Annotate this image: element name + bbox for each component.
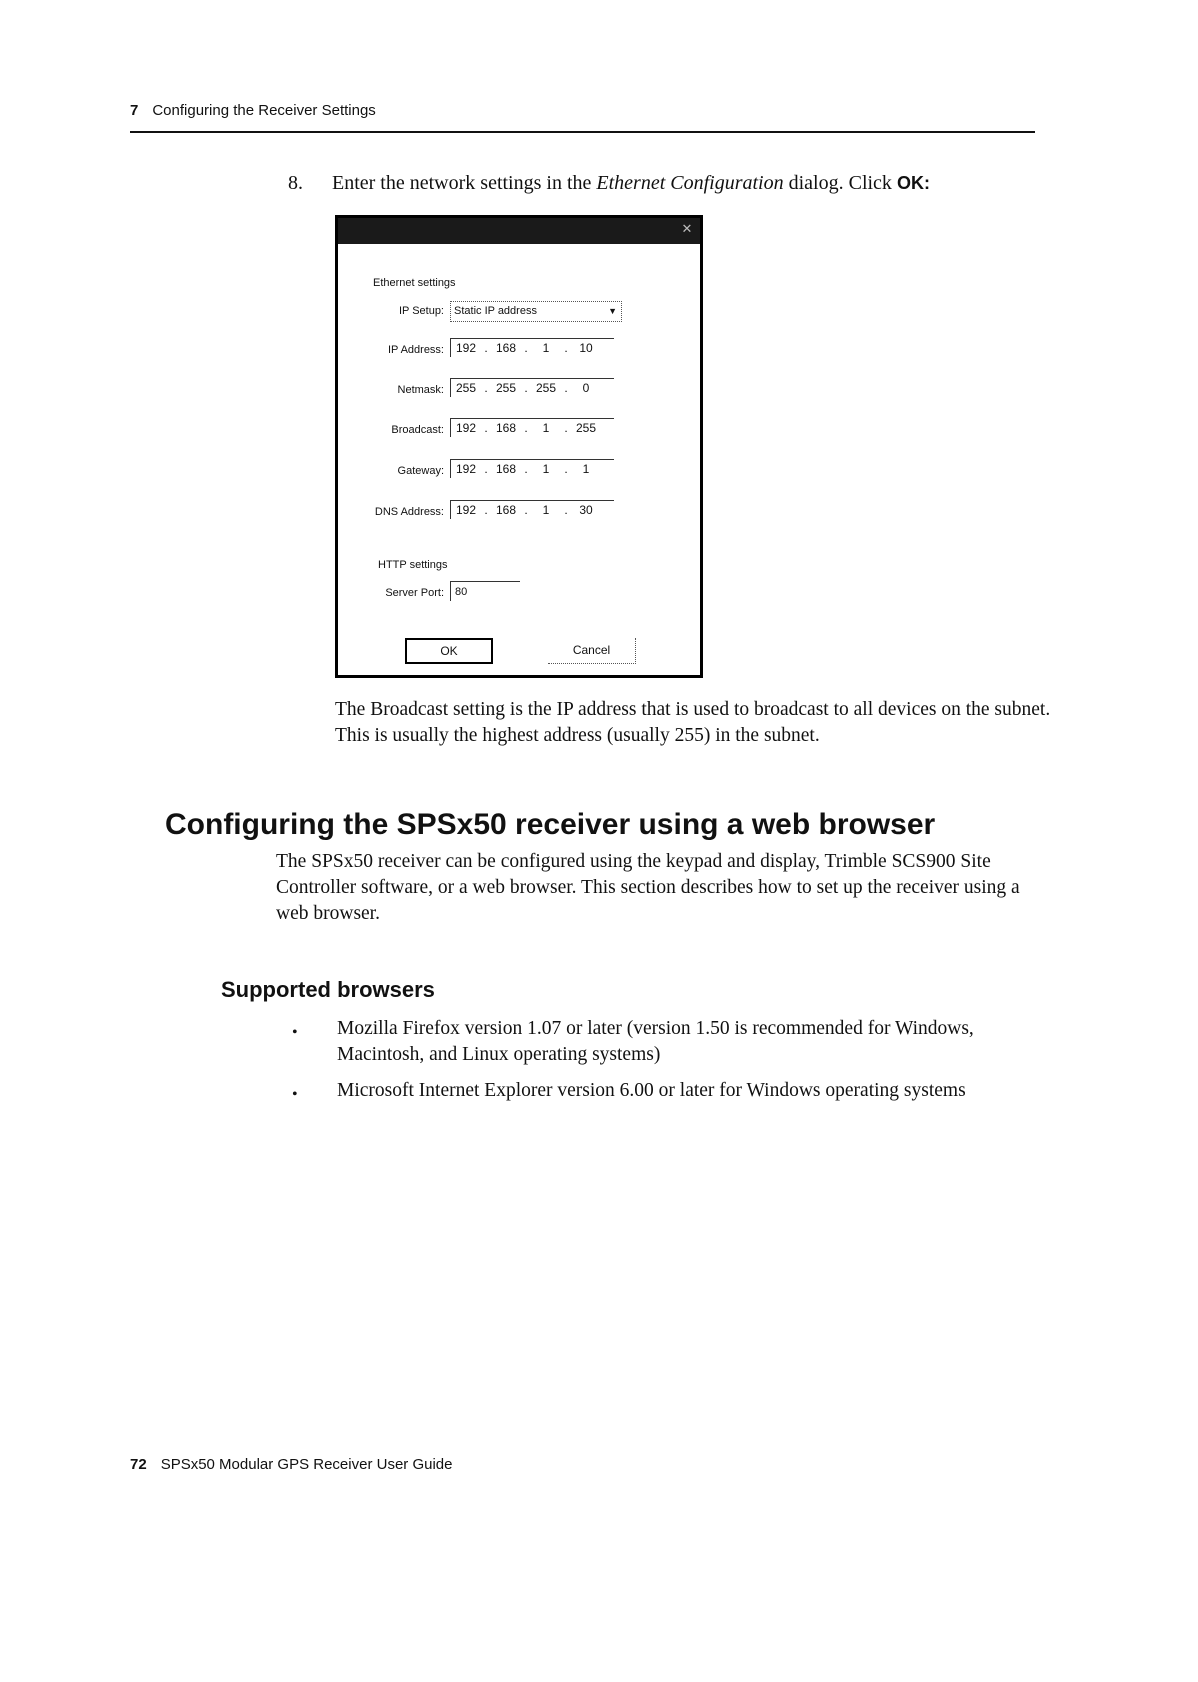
netmask-octet[interactable]: 0 (582, 381, 590, 395)
bullet-icon: • (292, 1086, 298, 1103)
gateway-label: Gateway: (397, 465, 444, 477)
ethernet-settings-group-label: Ethernet settings (373, 277, 456, 289)
octet-separator: . (484, 381, 488, 395)
ip-setup-value: Static IP address (454, 305, 537, 317)
gateway-octet[interactable]: 1 (542, 462, 550, 476)
octet-separator: . (484, 421, 488, 435)
octet-separator: . (564, 421, 568, 435)
section-heading: Configuring the SPSx50 receiver using a web browser (165, 808, 936, 841)
dns-address-label: DNS Address: (374, 506, 444, 518)
ip-setup-label: IP Setup: (398, 305, 444, 317)
page-number: 72 (130, 1456, 147, 1473)
gateway-field[interactable] (450, 459, 614, 478)
netmask-octet[interactable]: 255 (455, 381, 477, 395)
broadcast-note: The Broadcast setting is the IP address that is used to broadcast to all devices on the subnet. This is usually the highest address (usually 255) in the subnet. (335, 699, 1051, 746)
octet-separator: . (524, 381, 528, 395)
netmask-field[interactable] (450, 378, 614, 397)
ip-address-field[interactable] (450, 338, 614, 357)
octet-separator: . (524, 462, 528, 476)
netmask-octet[interactable]: 255 (495, 381, 517, 395)
dns-address-field[interactable] (450, 500, 614, 519)
octet-separator: . (564, 462, 568, 476)
header-rule (130, 131, 1035, 133)
broadcast-octet[interactable]: 255 (575, 421, 597, 435)
broadcast-field[interactable] (450, 418, 614, 437)
gateway-octet[interactable]: 192 (455, 462, 477, 476)
octet-separator: . (524, 421, 528, 435)
chapter-number: 7 (130, 102, 139, 119)
server-port-label: Server Port: (385, 587, 444, 599)
cancel-button[interactable]: Cancel (548, 638, 636, 664)
broadcast-octet[interactable]: 192 (455, 421, 477, 435)
octet-separator: . (484, 503, 488, 517)
netmask-octet[interactable]: 255 (535, 381, 557, 395)
octet-separator: . (524, 341, 528, 355)
step-number: 8. (288, 172, 303, 194)
chevron-down-icon[interactable]: ▼ (608, 306, 617, 316)
chapter-title: Configuring the Receiver Settings (152, 102, 376, 119)
broadcast-octet[interactable]: 168 (495, 421, 517, 435)
dialog-title-bar[interactable] (338, 218, 700, 244)
octet-separator: . (564, 503, 568, 517)
running-header (130, 102, 376, 119)
guide-title: SPSx50 Modular GPS Receiver User Guide (160, 1456, 453, 1473)
octet-separator: . (484, 462, 488, 476)
ok-button[interactable]: OK (405, 638, 493, 664)
step-instruction (288, 172, 930, 195)
netmask-label: Netmask: (397, 384, 444, 396)
step-colon: : (923, 173, 930, 193)
subsection-heading: Supported browsers (221, 977, 435, 1002)
broadcast-label: Broadcast: (391, 424, 444, 436)
section-intro: The SPSx50 receiver can be configured using the keypad and display, Trimble SCS900 Site Controller software, or a web browser. This section describes how to set up the receiver using a web browser. (276, 851, 1020, 924)
page-footer (130, 1456, 452, 1473)
dialog-name-ref: Ethernet Configuration (596, 172, 784, 194)
dns-octet[interactable]: 1 (542, 503, 550, 517)
list-item: Microsoft Internet Explorer version 6.00 or later for Windows operating systems (337, 1080, 966, 1101)
bullet-icon: • (292, 1024, 298, 1041)
octet-separator: . (484, 341, 488, 355)
server-port-input[interactable]: 80 (450, 581, 520, 601)
octet-separator: . (564, 341, 568, 355)
step-text-after: dialog. Click (783, 172, 897, 194)
dns-octet[interactable]: 192 (455, 503, 477, 517)
octet-separator: . (564, 381, 568, 395)
list-item: Mozilla Firefox version 1.07 or later (version 1.50 is recommended for Windows, Macintosh, and Linux operating systems) (337, 1018, 974, 1065)
ip-setup-select[interactable] (450, 301, 622, 322)
gateway-octet[interactable]: 1 (582, 462, 590, 476)
close-icon[interactable]: ✕ (681, 221, 693, 236)
octet-separator: . (524, 503, 528, 517)
ip-octet[interactable]: 10 (579, 341, 593, 355)
dns-octet[interactable]: 30 (579, 503, 593, 517)
ip-octet[interactable]: 192 (455, 341, 477, 355)
ok-button-ref: OK (896, 173, 924, 193)
ip-octet[interactable]: 168 (495, 341, 517, 355)
step-text-before: Enter the network settings in the (332, 172, 597, 194)
ip-address-label: IP Address: (387, 344, 444, 356)
gateway-octet[interactable]: 168 (495, 462, 517, 476)
ip-octet[interactable]: 1 (542, 341, 550, 355)
ethernet-configuration-dialog (335, 215, 703, 678)
broadcast-octet[interactable]: 1 (542, 421, 550, 435)
http-settings-group-label: HTTP settings (378, 559, 448, 571)
dns-octet[interactable]: 168 (495, 503, 517, 517)
